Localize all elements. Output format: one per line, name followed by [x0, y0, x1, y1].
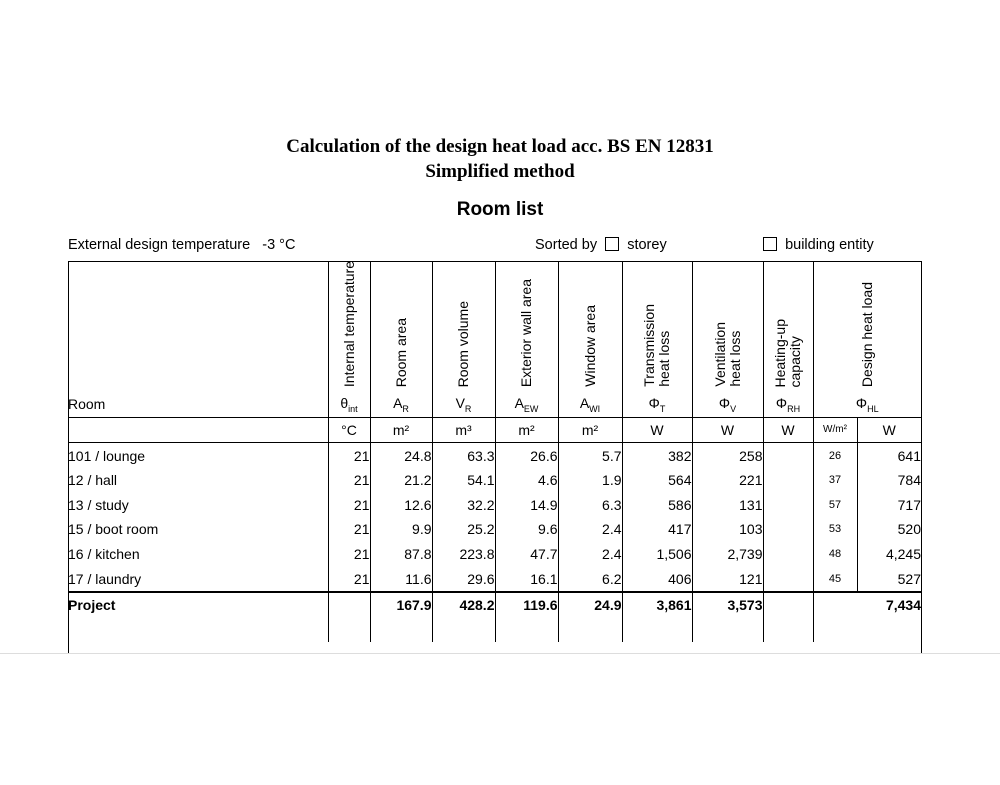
- project-total-row: [68, 592, 921, 618]
- cell-trans: 406: [622, 566, 692, 592]
- cell-window: 6.3: [558, 492, 622, 517]
- room-label: Room: [68, 392, 328, 417]
- cell-trans: 417: [622, 517, 692, 542]
- cell-per-area: 57: [813, 492, 857, 517]
- aew-symbol: $A_{EW}$: [495, 392, 558, 417]
- project-label: Project: [68, 592, 328, 618]
- unit-wall: m²: [495, 417, 558, 443]
- cell-per-area: 53: [813, 517, 857, 542]
- cell-window: 6.2: [558, 566, 622, 592]
- cell-heatup: [763, 443, 813, 468]
- cell-volume: 54.1: [432, 468, 495, 493]
- cell-per-area: 26: [813, 443, 857, 468]
- cell-vent: 221: [692, 468, 763, 493]
- cell-window: 5.7: [558, 443, 622, 468]
- cell-wall: 14.9: [495, 492, 558, 517]
- unit-load: W: [857, 417, 921, 443]
- building-entity-checkbox[interactable]: [763, 237, 777, 251]
- symbol-row: [68, 392, 921, 417]
- room-area-header: Room area: [370, 261, 432, 392]
- cell-load: 784: [857, 468, 921, 493]
- unit-per-area: W/m²: [813, 417, 857, 443]
- table-tail: [68, 617, 921, 642]
- room-volume-header: Room volume: [432, 261, 495, 392]
- room-header-cell: [68, 261, 328, 392]
- cell-wall: 47.7: [495, 542, 558, 567]
- cell-window: 2.4: [558, 517, 622, 542]
- table-row: [68, 542, 921, 567]
- cell-wall: 16.1: [495, 566, 558, 592]
- cell-temp: 21: [328, 517, 370, 542]
- page-fold-line: [0, 653, 1000, 654]
- table-row: [68, 566, 921, 592]
- storey-checkbox[interactable]: [605, 237, 619, 251]
- cell-load: 4,245: [857, 542, 921, 567]
- window-area-header: Window area: [558, 261, 622, 392]
- unit-temp: °C: [328, 417, 370, 443]
- building-entity-label: building entity: [785, 237, 874, 253]
- table-row: [68, 492, 921, 517]
- room-name: 16 / kitchen: [68, 545, 140, 562]
- cell-volume: 32.2: [432, 492, 495, 517]
- room-list-table: [68, 261, 921, 653]
- heating-up-capacity-header: Heating-up capacity: [763, 261, 813, 392]
- cell-per-area: 45: [813, 566, 857, 592]
- cell-heatup: [763, 566, 813, 592]
- cell-wall: 9.6: [495, 517, 558, 542]
- cell-area: 12.6: [370, 492, 432, 517]
- cell-volume: 63.3: [432, 443, 495, 468]
- project-area: 167.9: [370, 592, 432, 618]
- cell-temp: 21: [328, 542, 370, 567]
- external-temperature: [68, 237, 295, 253]
- cell-trans: 1,506: [622, 542, 692, 567]
- awi-symbol: $A_{WI}$: [558, 392, 622, 417]
- building-entity-option: [763, 237, 874, 253]
- project-wall: 119.6: [495, 592, 558, 618]
- unit-row: [68, 417, 921, 443]
- ar-symbol: $A_R$: [370, 392, 432, 417]
- cell-wall: 26.6: [495, 443, 558, 468]
- internal-temperature-header: Internal temperature: [328, 261, 370, 392]
- cell-vent: 2,739: [692, 542, 763, 567]
- unit-blank: [68, 417, 328, 443]
- cell-per-area: 48: [813, 542, 857, 567]
- cell-heatup: [763, 492, 813, 517]
- design-heat-load-header: Design heat load: [813, 261, 921, 392]
- phi-t-symbol: $\Phi_T$: [622, 392, 692, 417]
- room-name: 12 / hall: [68, 472, 118, 489]
- cell-volume: 25.2: [432, 517, 495, 542]
- project-temp: [328, 592, 370, 618]
- cell-window: 1.9: [558, 468, 622, 493]
- cell-volume: 29.6: [432, 566, 495, 592]
- exterior-wall-area-header: Exterior wall area: [495, 261, 558, 392]
- report-method: Simplified method: [425, 161, 575, 182]
- cell-area: 11.6: [370, 566, 432, 592]
- cell-trans: 564: [622, 468, 692, 493]
- cell-volume: 223.8: [432, 542, 495, 567]
- cell-load: 717: [857, 492, 921, 517]
- sorted-by-label: Sorted by: [535, 237, 598, 253]
- cell-trans: 586: [622, 492, 692, 517]
- cell-vent: 258: [692, 443, 763, 468]
- ventilation-heat-loss-header: Ventilation heat loss: [692, 261, 763, 392]
- cell-temp: 21: [328, 443, 370, 468]
- cell-load: 520: [857, 517, 921, 542]
- project-load: 7,434: [813, 592, 921, 618]
- project-volume: 428.2: [432, 592, 495, 618]
- cell-vent: 103: [692, 517, 763, 542]
- cell-heatup: [763, 517, 813, 542]
- unit-window: m²: [558, 417, 622, 443]
- cell-area: 9.9: [370, 517, 432, 542]
- room-name: 17 / laundry: [68, 570, 142, 587]
- cell-area: 24.8: [370, 443, 432, 468]
- cell-vent: 121: [692, 566, 763, 592]
- cell-area: 87.8: [370, 542, 432, 567]
- project-vent: 3,573: [692, 592, 763, 618]
- vr-symbol: $V_R$: [432, 392, 495, 417]
- cell-wall: 4.6: [495, 468, 558, 493]
- header-row: [68, 261, 921, 392]
- room-name: 13 / study: [68, 496, 129, 513]
- unit-area: m²: [370, 417, 432, 443]
- cell-load: 527: [857, 566, 921, 592]
- external-temp-label: External design temperature: [68, 237, 251, 253]
- phi-v-symbol: $\Phi_V$: [692, 392, 763, 417]
- report-title: Calculation of the design heat load acc. BS EN 12831: [286, 136, 714, 157]
- unit-trans: W: [622, 417, 692, 443]
- cell-temp: 21: [328, 566, 370, 592]
- cell-temp: 21: [328, 468, 370, 493]
- cell-vent: 131: [692, 492, 763, 517]
- cell-load: 641: [857, 443, 921, 468]
- room-name: 101 / lounge: [68, 447, 146, 464]
- external-temp-value: -3 °C: [262, 237, 296, 253]
- report-subtitle: Room list: [456, 199, 544, 220]
- unit-volume: m³: [432, 417, 495, 443]
- table-row: [68, 443, 921, 468]
- unit-heatup: W: [763, 417, 813, 443]
- cell-temp: 21: [328, 492, 370, 517]
- unit-vent: W: [692, 417, 763, 443]
- cell-area: 21.2: [370, 468, 432, 493]
- project-heatup: [763, 592, 813, 618]
- theta-int-symbol: $\theta_{int}$: [328, 392, 370, 417]
- storey-label: storey: [627, 237, 667, 253]
- sort-options: [535, 237, 667, 253]
- phi-rh-symbol: $\Phi_{RH}$: [763, 392, 813, 417]
- cell-heatup: [763, 468, 813, 493]
- project-trans: 3,861: [622, 592, 692, 618]
- transmission-heat-loss-header: Transmission heat loss: [622, 261, 692, 392]
- project-window: 24.9: [558, 592, 622, 618]
- room-name: 15 / boot room: [68, 521, 159, 538]
- cell-trans: 382: [622, 443, 692, 468]
- phi-hl-symbol: $\Phi_{HL}$: [813, 392, 921, 417]
- table-row: [68, 468, 921, 493]
- cell-heatup: [763, 542, 813, 567]
- cell-per-area: 37: [813, 468, 857, 493]
- cell-window: 2.4: [558, 542, 622, 567]
- table-row: [68, 517, 921, 542]
